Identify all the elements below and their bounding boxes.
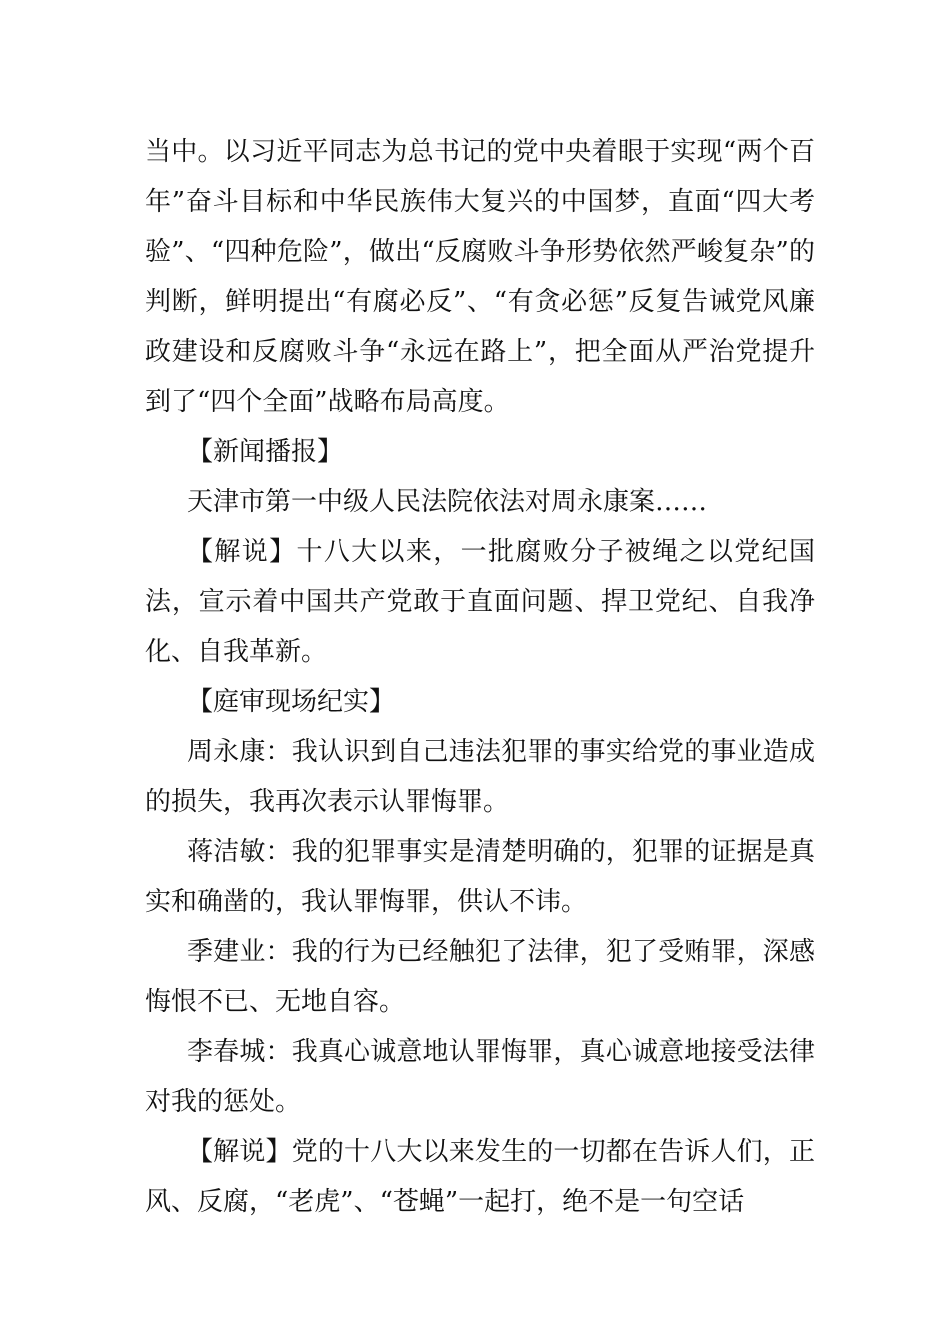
paragraph-statement-1: 周永康：我认识到自己违法犯罪的事实给党的事业造成的损失，我再次表示认罪悔罪。 bbox=[145, 737, 815, 817]
paragraph-statement-4: 李春城：我真心诚意地认罪悔罪，真心诚意地接受法律对我的惩处。 bbox=[145, 1037, 815, 1117]
document-body bbox=[145, 127, 815, 1227]
paragraph-continuation: 当中。以习近平同志为总书记的党中央着眼于实现“两个百年”奋斗目标和中华民族伟大复兴的中国梦，直面“四大考验”、“四种危险”，做出“反腐败斗争形势依然严峻复杂”的判断，鲜明提出“有腐必反”、“有贪必惩”反复告诫党风廉政建设和反腐败斗争“永远在路上”，把全面从严治党提升到了“四个全面”战略布局高度。 bbox=[145, 137, 815, 417]
paragraph-narration-2: 【解说】党的十八大以来发生的一切都在告诉人们，正风、反腐，“老虎”、“苍蝇”一起打，绝不是一句空话 bbox=[145, 1137, 815, 1217]
paragraph-narration-1: 【解说】十八大以来，一批腐败分子被绳之以党纪国法，宣示着中国共产党敢于直面问题、捍卫党纪、自我净化、自我革新。 bbox=[145, 537, 815, 667]
paragraph-statement-2: 蒋洁敏：我的犯罪事实是清楚明确的，犯罪的证据是真实和确凿的，我认罪悔罪，供认不讳。 bbox=[145, 837, 815, 917]
section-heading-court-record: 【庭审现场纪实】 bbox=[187, 687, 396, 717]
paragraph-statement-3: 季建业：我的行为已经触犯了法律，犯了受贿罪，深感悔恨不已、无地自容。 bbox=[145, 937, 815, 1017]
section-heading-news-broadcast: 【新闻播报】 bbox=[187, 437, 344, 467]
paragraph-news: 天津市第一中级人民法院依法对周永康案…… bbox=[187, 487, 708, 517]
